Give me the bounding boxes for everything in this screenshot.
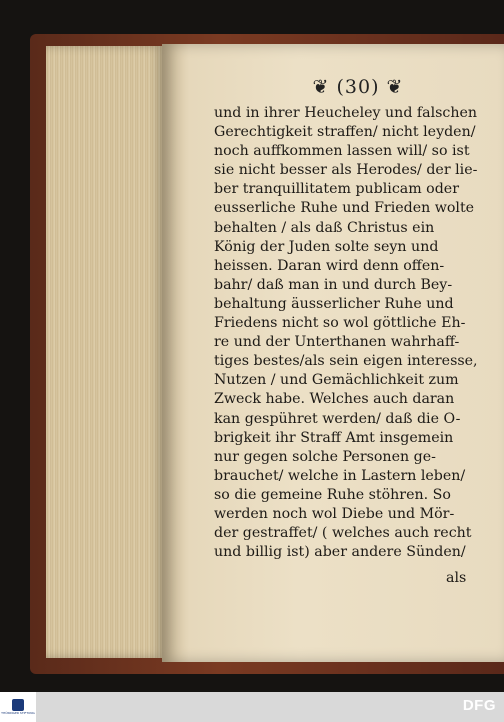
text-line: Gerechtigkeit straffen/ nicht leyden/: [214, 124, 476, 141]
text-line: Zweck habe. Welches auch daran: [214, 391, 455, 408]
text-line: re und der Unterthanen wahrhaff-: [214, 334, 460, 351]
institution-logo-text: THÜRINGER STIFTUNG: [1, 710, 35, 715]
text-line: ber tranquillitatem publicam oder: [214, 181, 459, 198]
text-line: der gestraffet/ ( welches auch recht: [214, 525, 472, 542]
page-edges: [46, 46, 164, 658]
text-line: und billig ist) aber andere Sünden/: [214, 544, 466, 561]
text-line: sie nicht besser als Herodes/ der lie-: [214, 162, 478, 179]
text-line: behalten / als daß Christus ein: [214, 219, 435, 236]
text-line: brauchet/ welche in Lastern leben/: [214, 467, 466, 484]
text-line: so die gemeine Ruhe stöhren. So: [214, 486, 451, 503]
text-line: Friedens nicht so wol göttliche Eh-: [214, 315, 466, 332]
text-line: brigkeit ihr Straff Amt insgemein: [214, 429, 454, 446]
text-line: Nutzen / und Gemächlichkeit zum: [214, 372, 459, 389]
institution-logo-icon: [12, 699, 24, 711]
catchword: als: [446, 570, 467, 586]
text-line: nur gegen solche Personen ge-: [214, 448, 436, 465]
body-text: [214, 104, 484, 562]
text-line: tiges bestes/als sein eigen interesse,: [214, 353, 478, 370]
text-line: heissen. Daran wird denn offen-: [214, 257, 445, 274]
page-header: ❦ (30) ❦: [312, 76, 404, 98]
text-line: bahr/ daß man in und durch Bey-: [214, 276, 453, 293]
viewer-footer: [0, 692, 504, 722]
text-line: und in ihrer Heucheley und falschen: [214, 105, 478, 121]
dfg-logo[interactable]: DFG: [462, 697, 496, 714]
text-line: noch auffkommen lassen will/ so ist: [214, 143, 470, 160]
text-line: behaltung äusserlicher Ruhe und: [214, 295, 454, 312]
text-line: werden noch wol Diebe und Mör-: [214, 505, 455, 522]
text-line: kan gespühret werden/ daß die O-: [214, 410, 461, 427]
text-line: eusserliche Ruhe und Frieden wolte: [214, 200, 475, 217]
text-line: König der Juden solte seyn und: [214, 238, 439, 255]
page-number: (30): [336, 76, 380, 98]
institution-logo[interactable]: [0, 692, 36, 722]
